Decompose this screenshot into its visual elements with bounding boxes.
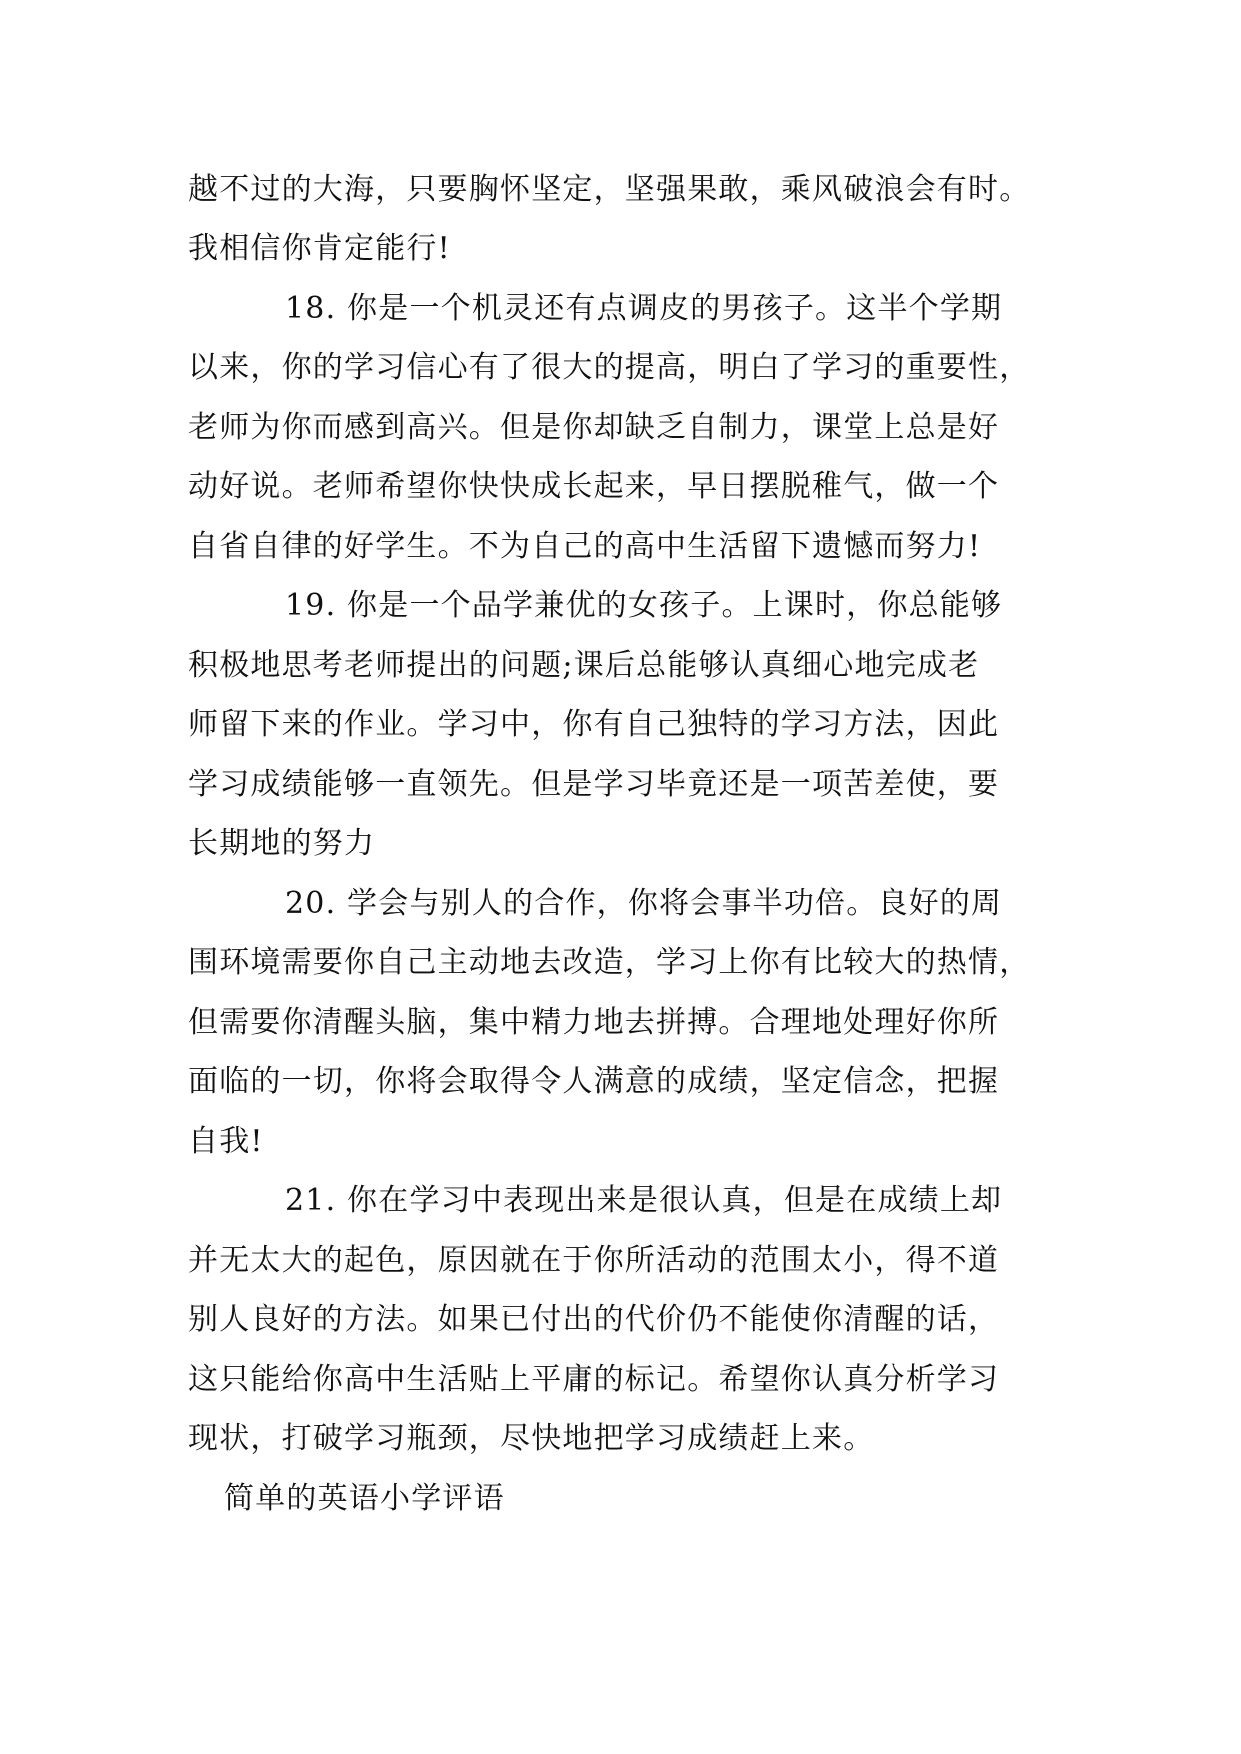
text-line: 长期地的努力 xyxy=(188,826,376,861)
text-line: 别人良好的方法。如果已付出的代价仍不能使你清醒的话， xyxy=(188,1302,1000,1337)
text-line: 学习成绩能够一直领先。但是学习毕竟还是一项苦差使，要 xyxy=(188,767,1000,802)
text-line: 并无太大的起色，原因就在于你所活动的范围太小，得不道 xyxy=(188,1243,1000,1278)
paragraph-21-first-line: 21. 你在学习中表现出来是很认真，但是在成绩上却 xyxy=(285,1183,1003,1218)
text-line: 这只能给你高中生活贴上平庸的标记。希望你认真分析学习 xyxy=(188,1362,1000,1397)
text-line: 我相信你肯定能行! xyxy=(188,231,451,266)
text-line: 自省自律的好学生。不为自己的高中生活留下遗憾而努力! xyxy=(188,529,982,564)
text-line: 师留下来的作业。学习中，你有自己独特的学习方法，因此 xyxy=(188,707,1000,742)
paragraph-18-first-line: 18. 你是一个机灵还有点调皮的男孩子。这半个学期 xyxy=(285,291,1003,326)
text-line: 面临的一切，你将会取得令人满意的成绩，坚定信念，把握 xyxy=(188,1064,1000,1099)
text-line: 动好说。老师希望你快快成长起来，早日摆脱稚气，做一个 xyxy=(188,469,1000,504)
paragraph-20-first-line: 20. 学会与别人的合作，你将会事半功倍。良好的周 xyxy=(285,886,1003,921)
paragraph-19-first-line: 19. 你是一个品学兼优的女孩子。上课时，你总能够 xyxy=(285,588,1003,623)
section-heading: 简单的英语小学评语 xyxy=(224,1481,505,1516)
text-line: 老师为你而感到高兴。但是你却缺乏自制力，课堂上总是好 xyxy=(188,410,1000,445)
text-line: 自我! xyxy=(188,1124,264,1159)
text-line: 越不过的大海，只要胸怀坚定，坚强果敢，乘风破浪会有时。 xyxy=(188,172,1031,207)
text-line: 围环境需要你自己主动地去改造，学习上你有比较大的热情， xyxy=(188,945,1031,980)
text-line: 以来，你的学习信心有了很大的提高，明白了学习的重要性， xyxy=(188,350,1031,385)
text-line: 但需要你清醒头脑，集中精力地去拼搏。合理地处理好你所 xyxy=(188,1005,1000,1040)
text-line: 积极地思考老师提出的问题;课后总能够认真细心地完成老 xyxy=(188,648,980,683)
text-line: 现状，打破学习瓶颈，尽快地把学习成绩赶上来。 xyxy=(188,1421,875,1456)
